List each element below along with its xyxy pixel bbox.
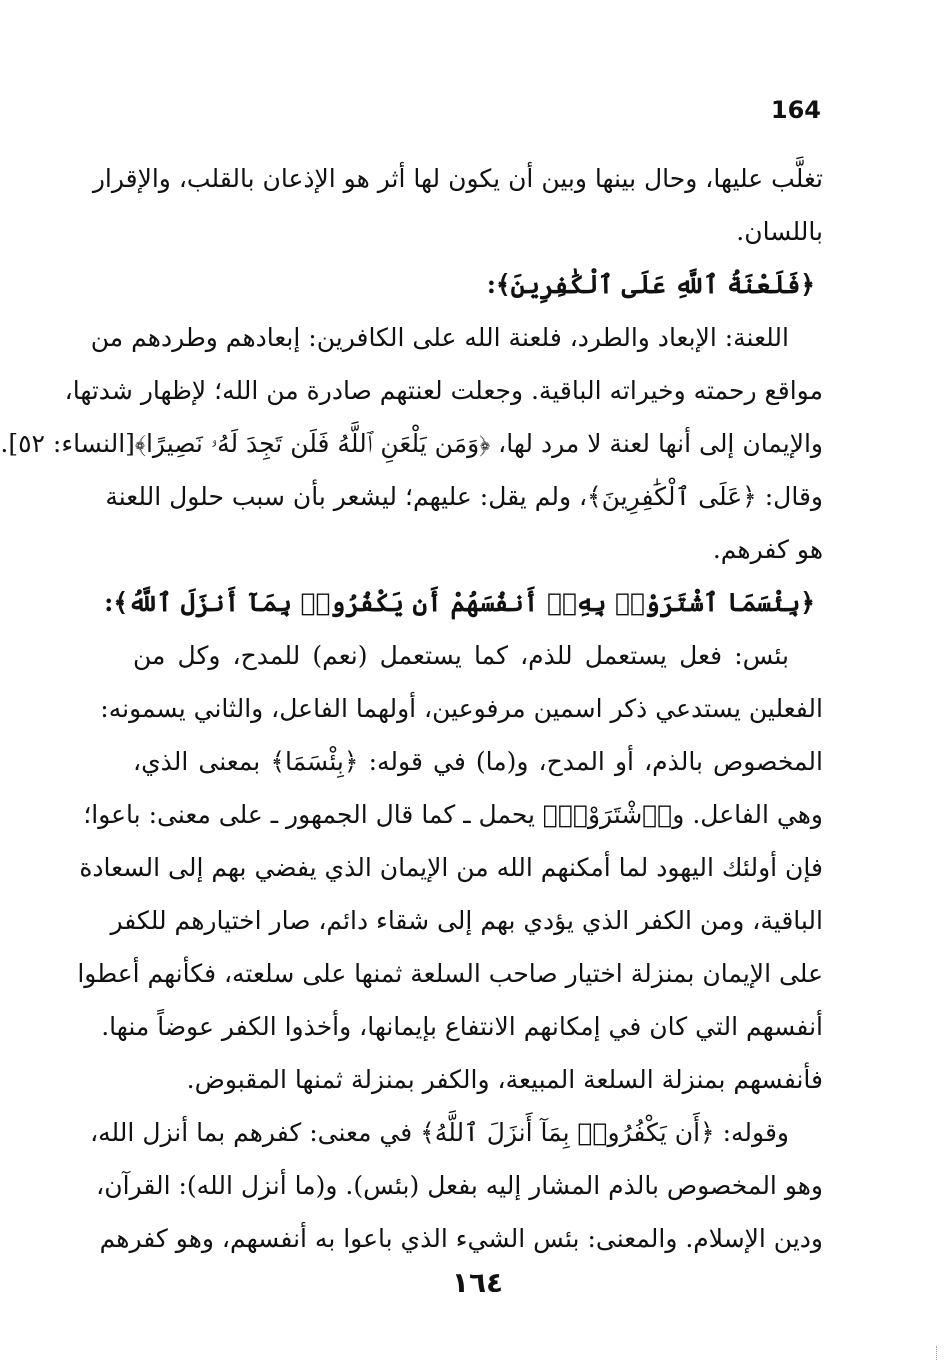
text-line: المخصوص بالذم، أو المدح، و(ما) في قوله: ﴿بِئْسَمَا﴾ بمعنى الذي، [133, 747, 823, 776]
text-line: هو كفرهم. [712, 535, 823, 564]
text-line: تغلَّب عليها، وحال بينها وبين أن يكون لها أثر هو الإذعان بالقلب، والإقرار [92, 164, 823, 193]
text-line: وقال: ﴿عَلَى ٱلْكَٰفِرِينَ﴾، ولم يقل: عليهم؛ ليشعر بأن سبب حلول اللعنة [105, 482, 823, 511]
text-line: على الإيمان بمنزلة اختيار صاحب السلعة ثمنها على سلعته، فكأنهم أعطوا [77, 959, 823, 988]
text-line: الفعلين يستدعي ذكر اسمين مرفوعين، أولهما الفاعل، والثاني يسمونه: [100, 694, 823, 723]
text-line: بئس: فعل يستعمل للذم، كما يستعمل (نعم) للمدح، وكل من [133, 641, 789, 670]
text-line: مواقع رحمته وخيراته الباقية. وجعلت لعنتهم صادرة من الله؛ لإظهار شدتها، [64, 376, 823, 405]
text-line: وقوله: ﴿أَن يَكْفُرُوا۟ بِمَآ أَنزَلَ ٱللَّهُ﴾ في معنى: كفرهم بما أنزل الله، [90, 1118, 789, 1147]
text-line: وهو المخصوص بالذم المشار إليه بفعل (بئس). و(ما أنزل الله): القرآن، [96, 1171, 823, 1200]
text-line: اللعنة: الإبعاد والطرد، فلعنة الله على الكافرين: إبعادهم وطردهم من [90, 323, 789, 352]
text-line: الباقية، ومن الكفر الذي يؤدي بهم إلى شقاء دائم، صار اختيارهم للكفر [110, 906, 823, 935]
page-number-header: 164 [770, 96, 821, 124]
verse-heading: ﴿بِئْسَمَا ٱشْتَرَوْا۟ بِهِۦٓ أَنفُسَهُمْ أَن يَكْفُرُوا۟ بِمَآ أَنزَلَ ٱللَّهُ﴾: [104, 588, 815, 617]
text-line: باللسان. [736, 217, 823, 246]
text-line: فإن أولئك اليهود لما أمكنهم الله من الإيمان الذي يفضي بهم إلى السعادة [79, 853, 823, 882]
text-line: فأنفسهم بمنزلة السلعة المبيعة، والكفر بمنزلة ثمنها المقبوض. [186, 1065, 823, 1094]
text-line: ودين الإسلام. والمعنى: بئس الشيء الذي باعوا به أنفسهم، وهو كفرهم [99, 1224, 823, 1253]
page-number-footer: ١٦٤ [451, 1266, 504, 1299]
scan-edge-mark [936, 1346, 940, 1360]
body-text [0, 152, 823, 1265]
text-line: وهي الفاعل. و﴿ٱشْتَرَوْا۟﴾ يحمل ـ كما قال الجمهور ـ على معنى: باعوا؛ [83, 800, 823, 829]
verse-heading: ﴿فَلَعْنَةُ ٱللَّهِ عَلَى ٱلْكَٰفِرِينَ﴾: [486, 270, 815, 299]
text-line: أنفسهم التي كان في إمكانهم الانتفاع بإيمانها، وأخذوا الكفر عوضاً منها. [101, 1012, 823, 1041]
text-line: والإيمان إلى أنها لعنة لا مرد لها، ﴿وَمَن يَلْعَنِ ٱللَّهُ فَلَن تَجِدَ لَهُۥ نَصِيرًا﴾[النساء: ٥٢]. [0, 429, 823, 458]
